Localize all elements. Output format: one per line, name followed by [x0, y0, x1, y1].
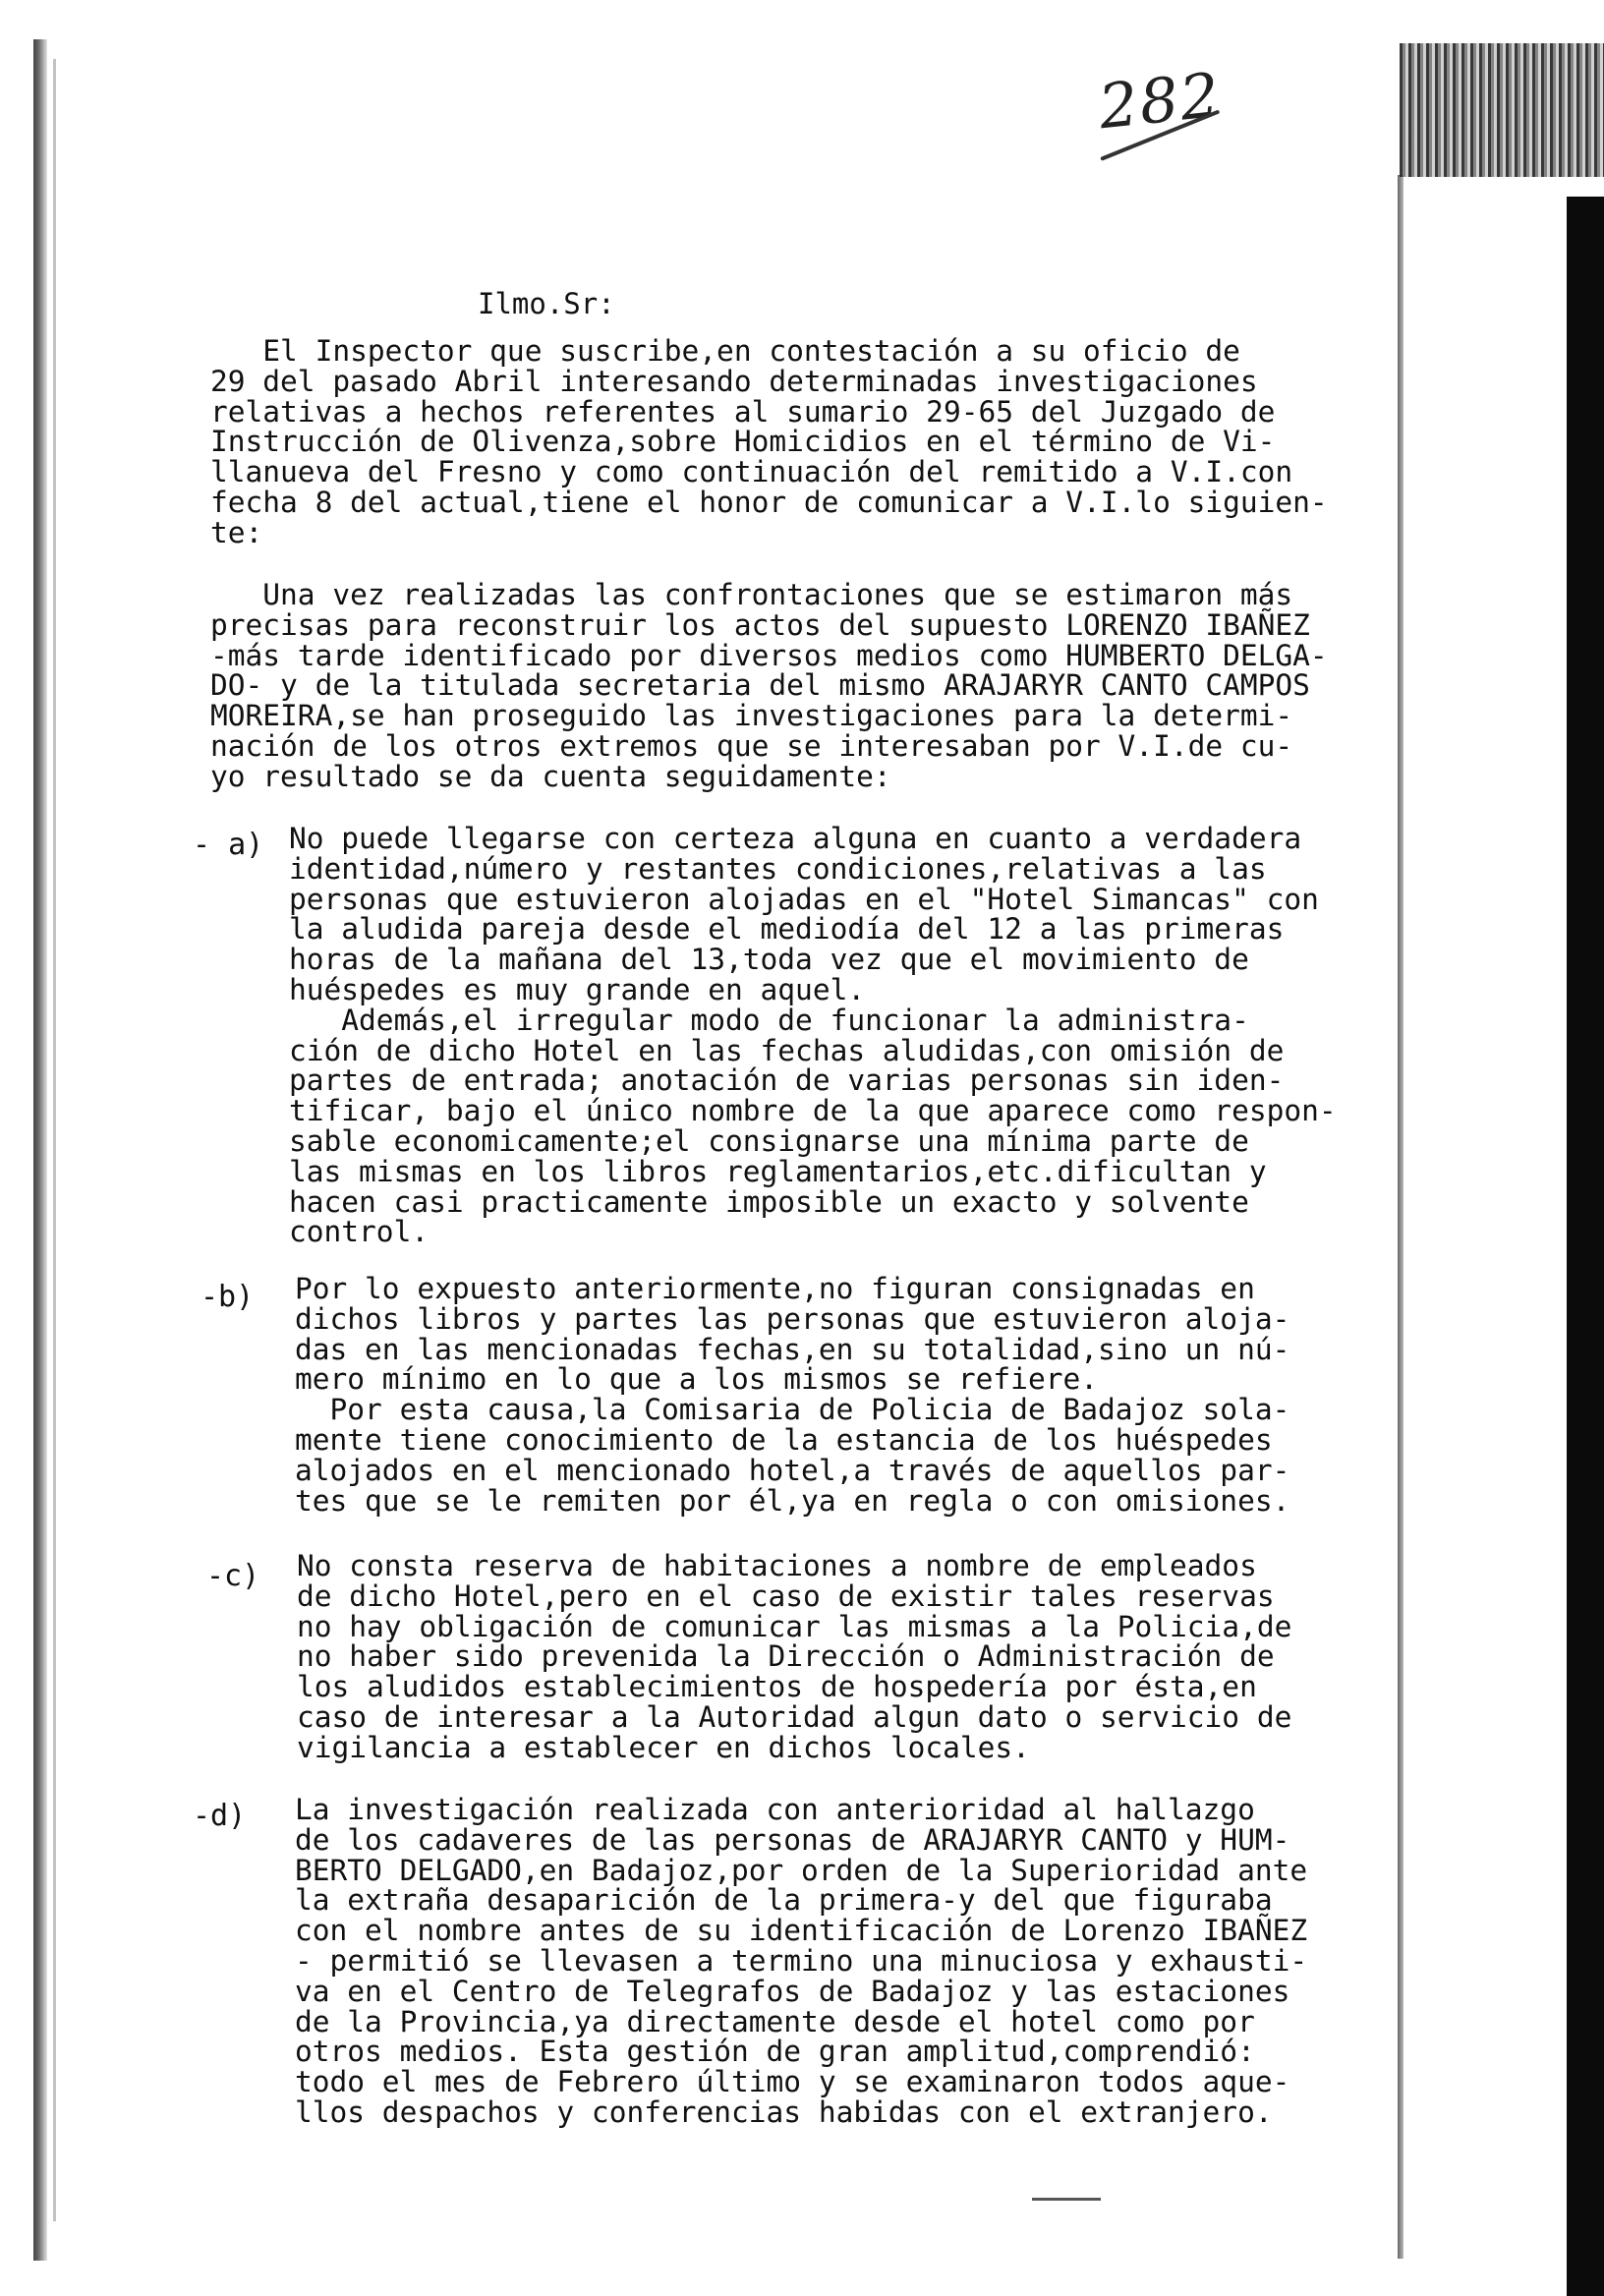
bottom-mark: [1032, 2198, 1101, 2201]
handwritten-folio-number: 282: [1095, 58, 1225, 144]
scan-top-right-artifact: [1400, 43, 1604, 177]
item-text-a: No puede llegarse con certeza alguna en cuanto a verdadera identidad,número y restantes condiciones,relativas a las personas que estuvieron alojadas en el "Hotel Simancas" con la aludida pareja desde el mediodía del 12 a las primeras horas de la mañana del 13,toda vez que el movimiento de huéspedes es muy grande en aquel. Además,el irregular modo de funcionar la administra- ción de dicho Hotel en las fechas aludidas,con omisión de partes de entrada; anotación de varias personas sin iden- tificar, bajo el único nombre de la que aparece como respon- sable economicamente;el consignarse una mínima parte de las mismas en los libros reglamentarios,etc.dificultan y hacen casi practicamente imposible un exacto y solvente control.: [289, 822, 1337, 1249]
item-text-c: No consta reserva de habitaciones a nombre de empleados de dicho Hotel,pero en el caso de existir tales reservas no hay obligación de comunicar las mismas a la Policia,de no haber sido prevenida la Dirección o Administración de los aludidos establecimientos de hospedería por ésta,en caso de interesar a la Autoridad algun dato o servicio de vigilancia a establecer en dichos locales.: [297, 1549, 1292, 1764]
item-label-c: -c): [206, 1559, 260, 1593]
item-text-d: La investigación realizada con anterioridad al hallazgo de los cadaveres de las personas de ARAJARYR CANTO y HUM- BERTO DELGADO,en Badajoz,por orden de la Superioridad ante la extraña desaparición de la primera-y del que figuraba con el nombre antes de su identificación de Lorenzo IBAÑEZ - permitió se llevasen a termino una minuciosa y exhausti- va en el Centro de Telegrafos de Badajoz y las estaciones de la Provincia,ya directamente desde el hotel como por otros medios. Esta gestión de gran amplitud,comprendió: todo el mes de Febrero último y se examinaron todos aque- llos despachos y conferencias habidas con el extranjero.: [295, 1793, 1308, 2129]
scan-left-edge: [33, 39, 47, 2261]
item-label-d: -d): [193, 1799, 247, 1833]
item-text-b: Por lo expuesto anteriormente,no figuran consignadas en dichos libros y partes las personas que estuvieron aloja- das en las mencionadas fechas,en su totalidad,sino un nú- mero mínimo en lo que a los mismos se refiere. Por esta causa,la Comisaria de Policia de Badajoz sola- mente tiene conocimiento de la estancia de los huéspedes alojados en el mencionado hotel,a través de aquellos par- tes que se le remiten por él,ya en regla o con omisiones.: [295, 1272, 1290, 1518]
paper-right-edge: [1398, 175, 1404, 2259]
intro-paragraph: El Inspector que suscribe,en contestación a su oficio de 29 del pasado Abril interesando determinadas investigaciones relativas a hechos referentes al sumario 29-65 del Juzgado de Instrucción de Olivenza,sobre Homicidios en el término de Vi- llanueva del Fresno y como continuación del remitido a V.I.con fecha 8 del actual,tiene el honor de comunicar a V.I.lo siguien- te:: [210, 334, 1328, 549]
salutation: Ilmo.Sr:: [478, 287, 615, 320]
item-label-a: - a): [193, 828, 264, 862]
item-label-b: -b): [200, 1280, 255, 1314]
scan-left-shadow: [53, 59, 56, 2221]
second-paragraph: Una vez realizadas las confrontaciones que se estimaron más precisas para reconstruir los actos del supuesto LORENZO IBAÑEZ -más tarde identificado por diversos medios como HUMBERTO DELGA- DO- y de la titulada secretaria del mismo ARAJARYR CANTO CAMPOS MOREIRA,se han proseguido las investigaciones para la determi- nación de los otros extremos que se interesaban por V.I.de cu- yo resultado se da cuenta seguidamente:: [210, 578, 1328, 793]
scan-right-border: [1567, 197, 1604, 2296]
